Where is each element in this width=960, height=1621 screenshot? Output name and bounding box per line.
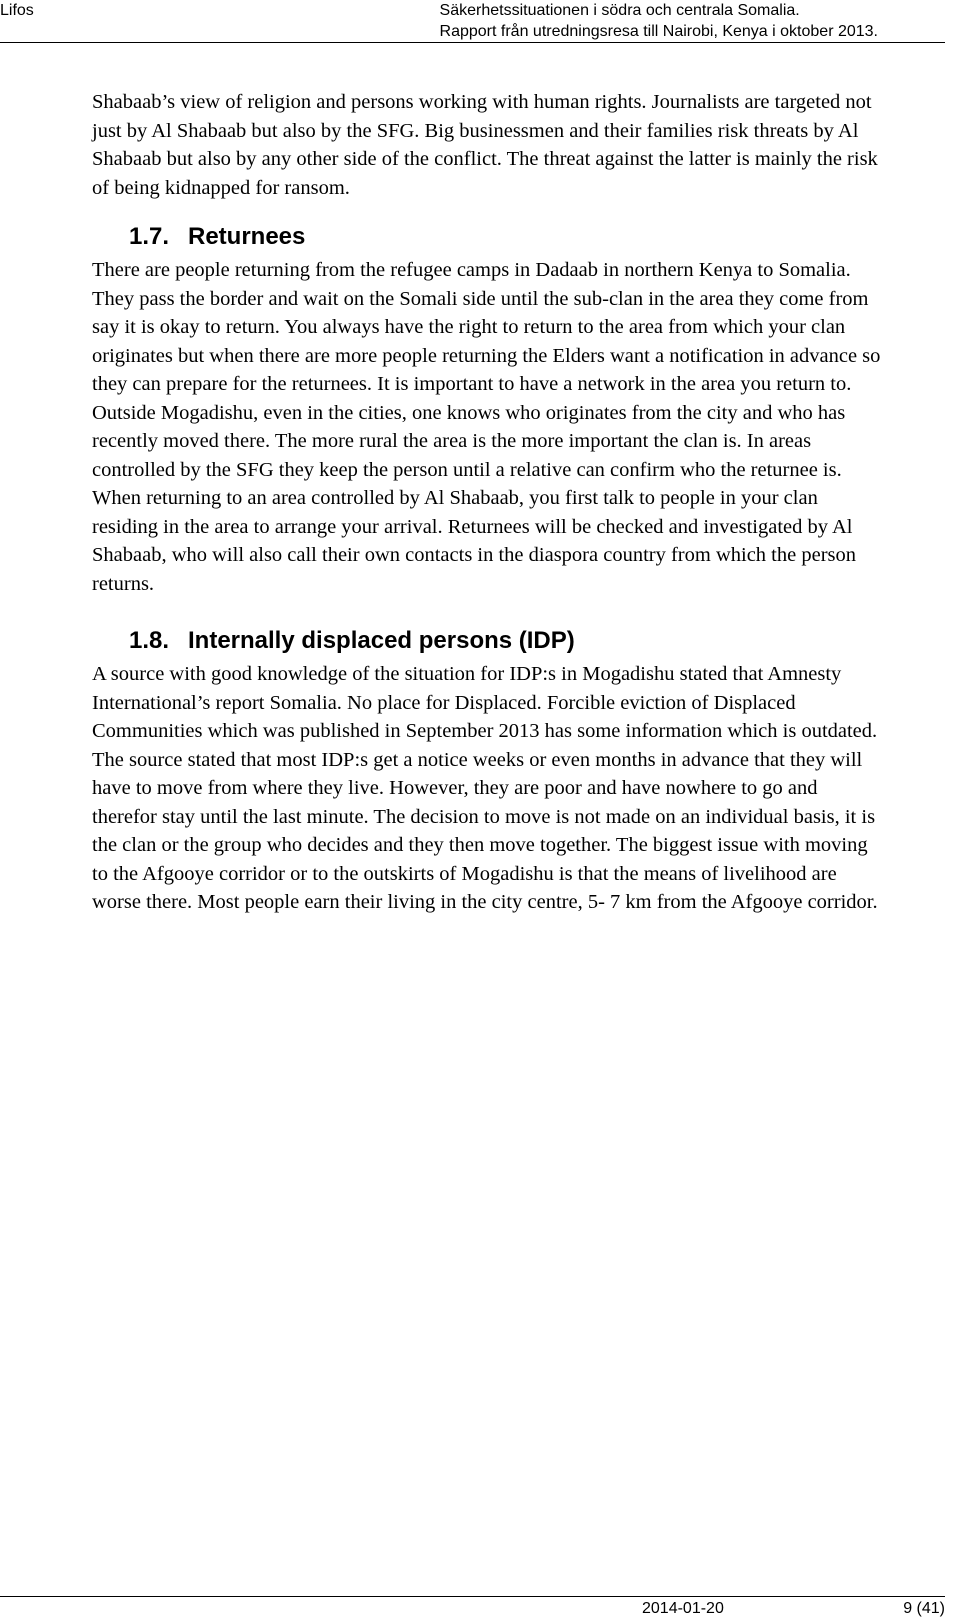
header-title-line-1: Säkerhetssituationen i södra och centrala Somalia.	[439, 2, 800, 19]
section-title: Returnees	[188, 223, 306, 250]
page-header	[0, 0, 945, 43]
intro-paragraph: Shabaab’s view of religion and persons working with human rights. Journalists are targeted not just by Al Shabaab but also by the SFG. Big businessmen and their families risk threats by Al Shabaab but also by any other side of the conflict. The threat against the latter is mainly the risk of being kidnapped for ransom.	[92, 91, 878, 199]
footer-date: 2014-01-20	[642, 1600, 724, 1617]
page-number: 9 (41)	[903, 1600, 945, 1617]
returnees-paragraph: There are people returning from the refugee camps in Dadaab in northern Kenya to Somalia. They pass the border and wait on the Somali side until the sub-clan in the area they come from say it is okay to return. You always have the right to return to the area from which your clan originates but when there are more people returning the Elders want a notification in advance so they can prepare for the returnees. It is important to have a network in the area you return to. Outside Mogadishu, even in the cities, one knows who originates from the city and who has recently moved there. The more rural the area is the more important the clan is. In areas controlled by the SFG they keep the person until a relative can confirm who the returnee is. When returning to an area controlled by Al Shabaab, you first talk to people in your clan residing in the area to arrange your arrival. Returnees will be checked and investigated by Al Shabaab, who will also call their own contacts in the diaspora country from which the person returns.	[92, 259, 881, 595]
header-report-title	[440, 0, 878, 42]
section-number: 1.8.	[129, 627, 170, 654]
document-body	[92, 88, 882, 917]
header-organization: Lifos	[0, 2, 34, 19]
section-number: 1.7.	[129, 223, 170, 250]
header-title-line-2: Rapport från utredningsresa till Nairobi, Kenya i oktober 2013.	[439, 23, 878, 40]
section-heading-idp	[92, 626, 882, 656]
section-heading-returnees	[92, 222, 882, 252]
idp-paragraph: A source with good knowledge of the situation for IDP:s in Mogadishu stated that Amnesty International’s report Somalia. No place for Displaced. Forcible eviction of Displaced Communities which was published in September 2013 has some information which is outdated. The source stated that most IDP:s get a notice weeks or even months in advance that they will have to move from where they live. However, they are poor and have nowhere to go and therefor stay until the last minute. The decision to move is not made on an individual basis, it is the clan or the group who decides and they then move together. The biggest issue with moving to the Afgooye corridor or to the outskirts of Mogadishu is that the means of livelihood are worse there. Most people earn their living in the city centre, 5- 7 km from the Afgooye corridor.	[92, 663, 878, 913]
page-footer	[0, 1596, 945, 1617]
section-title: Internally displaced persons (IDP)	[188, 627, 575, 654]
